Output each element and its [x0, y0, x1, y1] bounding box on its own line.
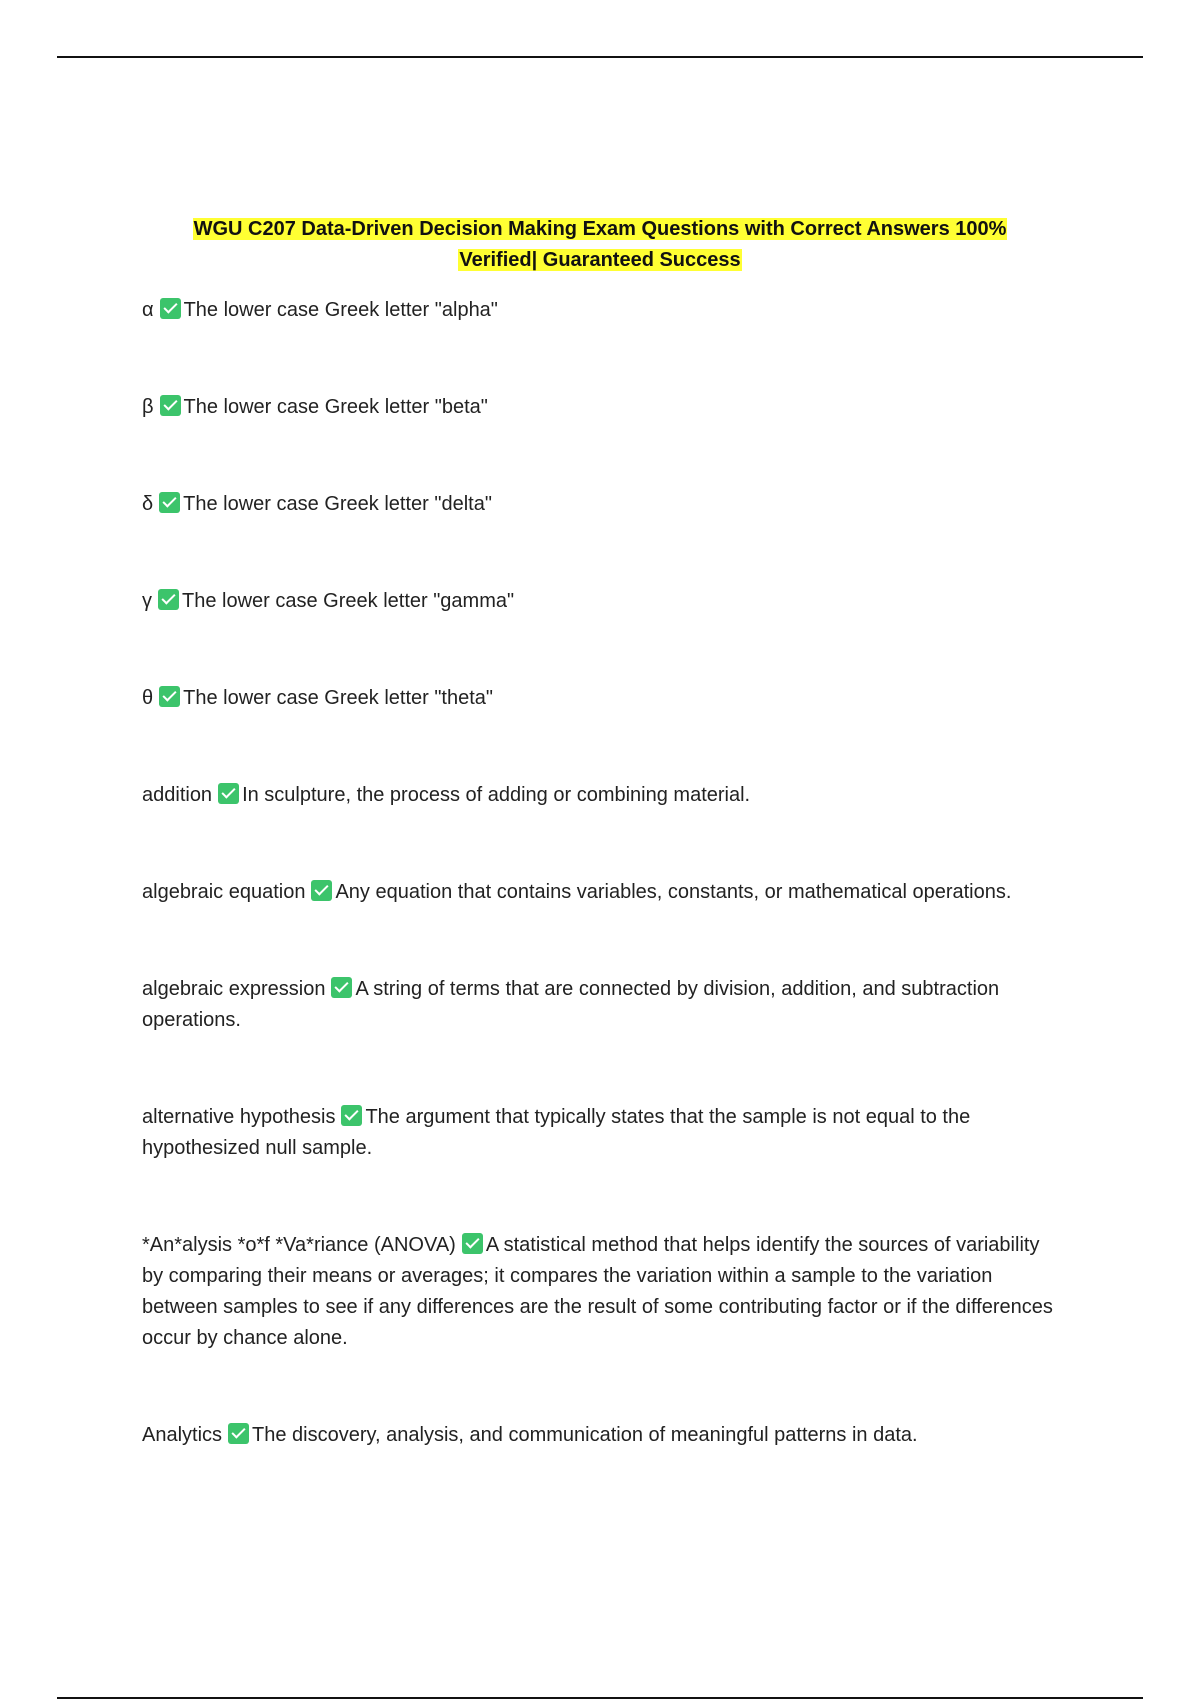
check-mark-icon: [160, 395, 181, 416]
check-mark-icon: [160, 298, 181, 319]
entry-term: addition: [142, 784, 213, 806]
title-line-1: WGU C207 Data-Driven Decision Making Exam Questions with Correct Answers 100%: [193, 218, 1007, 240]
entry-beta: [142, 392, 1062, 423]
entry-algebraic-equation: [142, 877, 1062, 908]
entry-addition: [142, 780, 1062, 811]
entry-definition: The lower case Greek letter "alpha": [183, 299, 498, 321]
entry-delta: [142, 489, 1062, 520]
entry-term: *An*alysis *o*f *Va*riance (ANOVA): [142, 1234, 456, 1256]
check-mark-icon: [311, 880, 332, 901]
entry-term: algebraic equation: [142, 881, 306, 903]
entry-alternative-hypothesis: [142, 1102, 1062, 1164]
flashcard-list: [142, 295, 1062, 1517]
document-title: [140, 214, 1060, 276]
page-top-rule: [57, 56, 1143, 58]
entry-anova: [142, 1230, 1062, 1354]
entry-definition: The lower case Greek letter "delta": [183, 493, 492, 515]
check-mark-icon: [159, 492, 180, 513]
entry-analytics: [142, 1420, 1062, 1451]
check-mark-icon: [218, 783, 239, 804]
page-bottom-rule: [57, 1697, 1143, 1699]
entry-term: α: [142, 299, 154, 321]
entry-definition: The lower case Greek letter "theta": [183, 687, 494, 709]
check-mark-icon: [341, 1105, 362, 1126]
entry-definition: The discovery, analysis, and communication of meaningful patterns in data.: [252, 1424, 918, 1446]
entry-term: algebraic expression: [142, 978, 326, 1000]
check-mark-icon: [331, 977, 352, 998]
entry-definition: Any equation that contains variables, constants, or mathematical operations.: [335, 881, 1012, 903]
entry-alpha: [142, 295, 1062, 326]
entry-term: Analytics: [142, 1424, 223, 1446]
check-mark-icon: [462, 1233, 483, 1254]
entry-definition: The lower case Greek letter "beta": [183, 396, 488, 418]
entry-definition: In sculpture, the process of adding or combining material.: [242, 784, 751, 806]
entry-definition: The argument that typically states that the sample is not equal to the hypothesized null sample.: [142, 1106, 971, 1159]
entry-gamma: [142, 586, 1062, 617]
check-mark-icon: [228, 1423, 249, 1444]
check-mark-icon: [159, 686, 180, 707]
check-mark-icon: [158, 589, 179, 610]
entry-term: δ: [142, 493, 154, 515]
entry-theta: [142, 683, 1062, 714]
entry-definition: The lower case Greek letter "gamma": [182, 590, 515, 612]
entry-term: β: [142, 396, 154, 418]
title-line-2: Verified| Guaranteed Success: [459, 249, 741, 271]
entry-algebraic-expression: [142, 974, 1062, 1036]
entry-term: alternative hypothesis: [142, 1106, 336, 1128]
entry-definition: A string of terms that are connected by division, addition, and subtraction operations.: [142, 978, 1000, 1031]
entry-definition: A statistical method that helps identify the sources of variability by comparing their means or averages; it compares the variation within a sample to the variation between samples to see if any differences are the result of some contributing factor or if the differences occur by chance alone.: [142, 1234, 1053, 1349]
entry-term: γ: [142, 590, 152, 612]
entry-term: θ: [142, 687, 154, 709]
